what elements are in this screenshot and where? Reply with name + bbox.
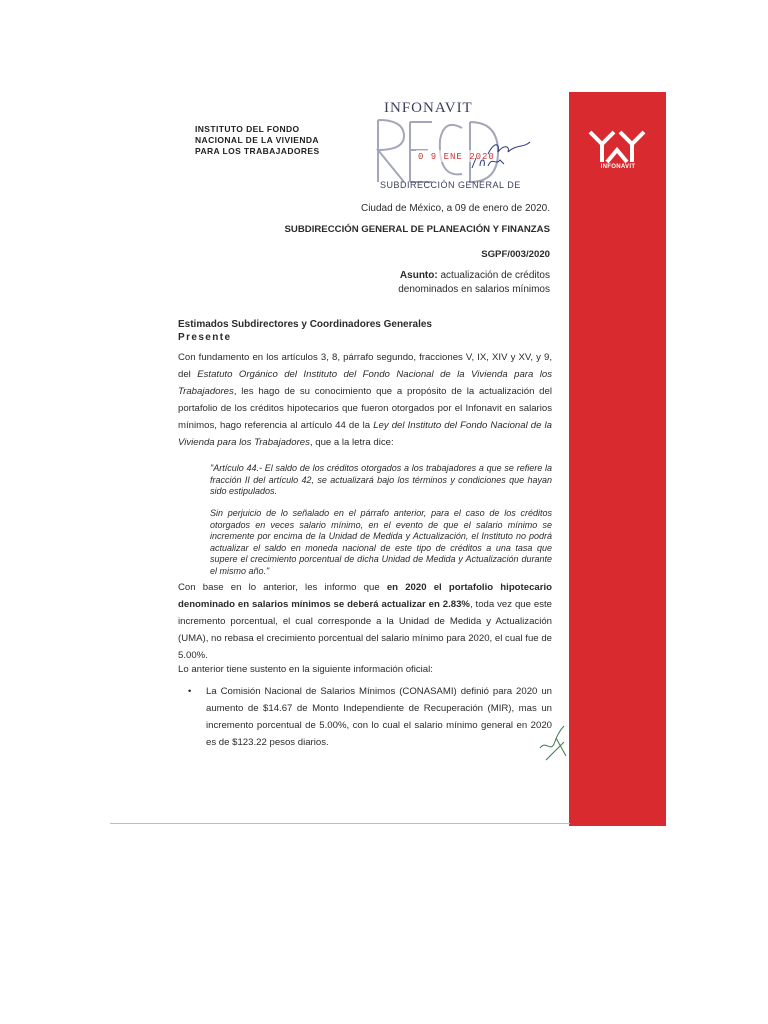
text-run: , toda vez que este incremento porcentual, el cual corresponde a la Unidad de Medida y Actualización (UMA), no rebasa el crecimiento porcentual del salario mínimo para 2020, el cual fue de 5.00%. (178, 599, 552, 661)
subject-line: actualización de créditos (440, 270, 550, 281)
text-run: , les hago de su conocimiento que a propósito de la actualización del portafolio de los créditos hipotecarios que fueron otorgados por el Infonavit en salarios mínimos, hago referencia al artículo 44 de la (178, 386, 552, 431)
subject-line: denominados en salarios mínimos (398, 284, 550, 295)
bold-run: en 2020 el portafolio hipotecario denominado en salarios mínimos se deberá actualizar en 2.83% (178, 582, 553, 610)
italic-run: Estatuto Orgánico del Instituto del Fondo Nacional de la Vivienda para los Trabajadores (178, 369, 552, 397)
institute-header (195, 124, 375, 157)
paragraph-legal-basis (178, 349, 552, 451)
subject-block (398, 269, 550, 297)
salutation-presente: Presente (178, 332, 232, 343)
italic-run: Ley del Instituto del Fondo Nacional de la Vivienda para los Trabajadores (178, 420, 552, 448)
department-name: SUBDIRECCIÓN GENERAL DE PLANEACIÓN Y FINANZAS (284, 224, 550, 235)
bullet-icon: • (188, 686, 192, 697)
stamp-subdepartment: SUBDIRECCIÓN GENERAL DE (380, 180, 521, 190)
salutation (178, 318, 432, 344)
handwritten-time-icon (470, 154, 506, 172)
institute-line: INSTITUTO DEL FONDO (195, 124, 300, 134)
institute-line: NACIONAL DE LA VIVIENDA (195, 135, 319, 145)
stamp-brand: INFONAVIT (384, 100, 473, 116)
city-date: Ciudad de México, a 09 de enero de 2020. (360, 203, 550, 214)
page-divider (110, 823, 570, 824)
quote-article-44-continued: Sin perjuicio de lo señalado en el párrafo anterior, para el caso de los créditos otorgados en veces salario mínimo, en el evento de que el salario mínimo se incremente por encima de la Unidad de Medida y Actualización, el Instituto no podrá actualizar el saldo en moneda nacional de este tipo de créditos a una tasa que supere el crecimiento porcentual de dicha Unidad de Medida y Actualización durante el mismo año." (210, 508, 552, 576)
brand-red-band (569, 92, 666, 826)
handwritten-check-icon (536, 722, 576, 762)
institute-line: PARA LOS TRABAJADORES (195, 146, 320, 156)
stamp-date: 0 9 ENE 2020 (418, 152, 495, 162)
infonavit-logo-icon (587, 128, 647, 178)
text-run: , que a la letra dice: (309, 437, 394, 448)
text-run: Con base en lo anterior, les informo que (178, 582, 387, 593)
reference-number: SGPF/003/2020 (481, 249, 550, 260)
subject-label: Asunto: (399, 270, 438, 281)
paragraph-support: Lo anterior tiene sustento en la siguiente información oficial: (178, 664, 433, 675)
salutation-recipients: Estimados Subdirectores y Coordinadores Generales (178, 319, 432, 330)
text-run: Con fundamento en los artículos 3, 8, párrafo segundo, fracciones V, IX, XIV y XV, y 9, del (178, 352, 552, 380)
quote-article-44: "Artículo 44.- El saldo de los créditos otorgados a los trabajadores a que se refiere la fracción II del artículo 42, se actualizará bajo los términos y condiciones que hayan sido estipulados. (210, 463, 552, 496)
paragraph-conclusion (178, 579, 552, 664)
logo-wordmark: INFONAVIT (600, 164, 636, 170)
bullet-text: La Comisión Nacional de Salarios Mínimos (CONASAMI) definió para 2020 un aumento de $14.67 de Monto Independiente de Recuperación (MIR), mas un incremento porcentual de 5.00%, con lo cual el salario mínimo general en 2020 es de $123.22 pesos diarios. (206, 686, 552, 748)
